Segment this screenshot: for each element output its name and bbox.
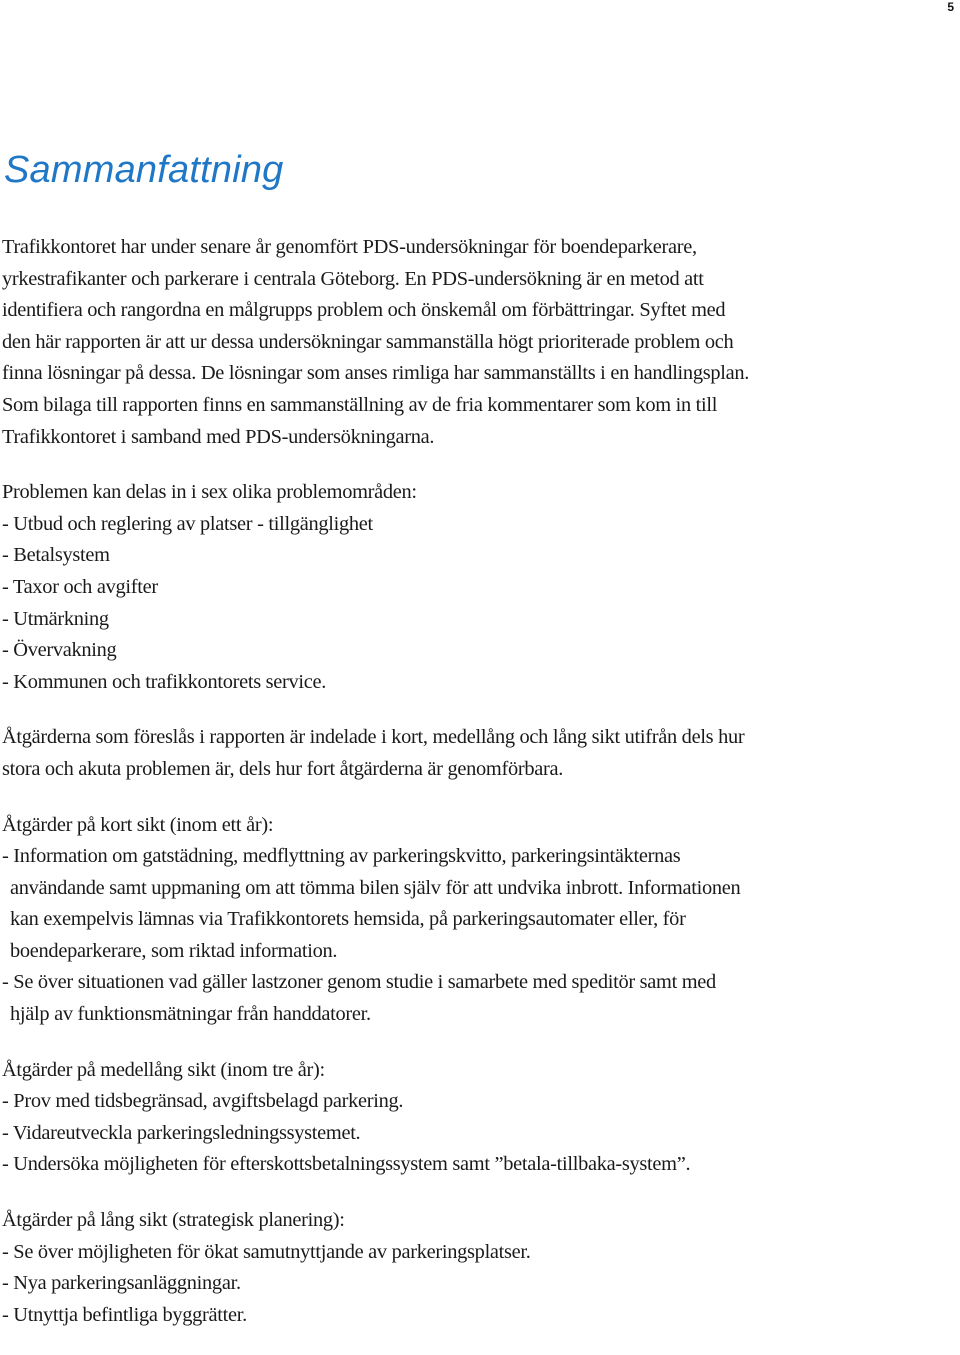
list-item-continuation: boendeparkerare, som riktad information. (10, 939, 338, 962)
intro-paragraph (2, 232, 952, 453)
text-line: finna lösningar på dessa. De lösningar som anses rimliga har sammanställts i en handlingsplan. (2, 362, 750, 385)
medium-term-heading: Åtgärder på medellång sikt (inom tre år): (2, 1058, 325, 1081)
list-item: - Taxor och avgifter (2, 575, 158, 598)
text-line: yrkestrafikanter och parkerare i centrala Göteborg. En PDS-undersökning är en metod att (2, 267, 704, 290)
list-item: - Utbud och reglering av platser - tillgänglighet (2, 512, 373, 535)
text-line: stora och akuta problemen är, dels hur fort åtgärderna är genomförbara. (2, 757, 564, 780)
list-item-continuation: kan exempelvis lämnas via Trafikkontorets hemsida, på parkeringsautomater eller, för (10, 908, 686, 931)
list-item: - Vidareutveckla parkeringsledningssystemet. (2, 1121, 361, 1144)
list-item: - Utnyttja befintliga byggrätter. (2, 1303, 247, 1326)
long-term-measures (2, 1205, 952, 1331)
list-item: - Se över möjligheten för ökat samutnyttjande av parkeringsplatser. (2, 1240, 531, 1263)
problem-areas-heading: Problemen kan delas in i sex olika problemområden: (2, 481, 417, 504)
list-item-continuation: hjälp av funktionsmätningar från handdatorer. (10, 1003, 371, 1026)
short-term-measures (2, 810, 952, 1031)
text-line: den här rapporten är att ur dessa undersökningar sammanställa högt prioriterade problem och (2, 330, 734, 353)
document-body (2, 232, 952, 1355)
measures-intro-paragraph (2, 722, 952, 785)
problem-areas (2, 477, 952, 698)
list-item: - Undersöka möjligheten för efterskottsbetalningssystem samt ”betala-tillbaka-system”. (2, 1153, 691, 1176)
list-item: - Kommunen och trafikkontorets service. (2, 670, 327, 693)
long-term-heading: Åtgärder på lång sikt (strategisk planering): (2, 1209, 345, 1232)
text-line: identifiera och rangordna en målgrupps problem och önskemål om förbättringar. Syftet med (2, 299, 726, 322)
short-term-heading: Åtgärder på kort sikt (inom ett år): (2, 813, 274, 836)
list-item: - Utmärkning (2, 607, 109, 630)
page-number: 5 (947, 0, 954, 14)
page-title: Sammanfattning (4, 149, 284, 191)
text-line: Trafikkontoret har under senare år genomfört PDS-undersökningar för boendeparkerare, (2, 236, 697, 258)
list-item: - Prov med tidsbegränsad, avgiftsbelagd parkering. (2, 1090, 404, 1113)
text-line: Trafikkontoret i samband med PDS-undersökningarna. (2, 425, 435, 448)
list-item-continuation: användande samt uppmaning om att tömma bilen själv för att undvika inbrott. Informationen (10, 876, 741, 899)
list-item: - Betalsystem (2, 544, 110, 567)
medium-term-measures (2, 1055, 952, 1181)
list-item: - Se över situationen vad gäller lastzoner genom studie i samarbete med speditör samt med (2, 971, 716, 994)
list-item: - Information om gatstädning, medflyttning av parkeringskvitto, parkeringsintäkternas (2, 845, 681, 868)
text-line: Åtgärderna som föreslås i rapporten är indelade i kort, medellång och lång sikt utifrån dels hur (2, 726, 745, 749)
list-item: - Övervakning (2, 639, 117, 662)
text-line: Som bilaga till rapporten finns en sammanställning av de fria kommentarer som kom in till (2, 393, 718, 416)
list-item: - Nya parkeringsanläggningar. (2, 1272, 241, 1295)
